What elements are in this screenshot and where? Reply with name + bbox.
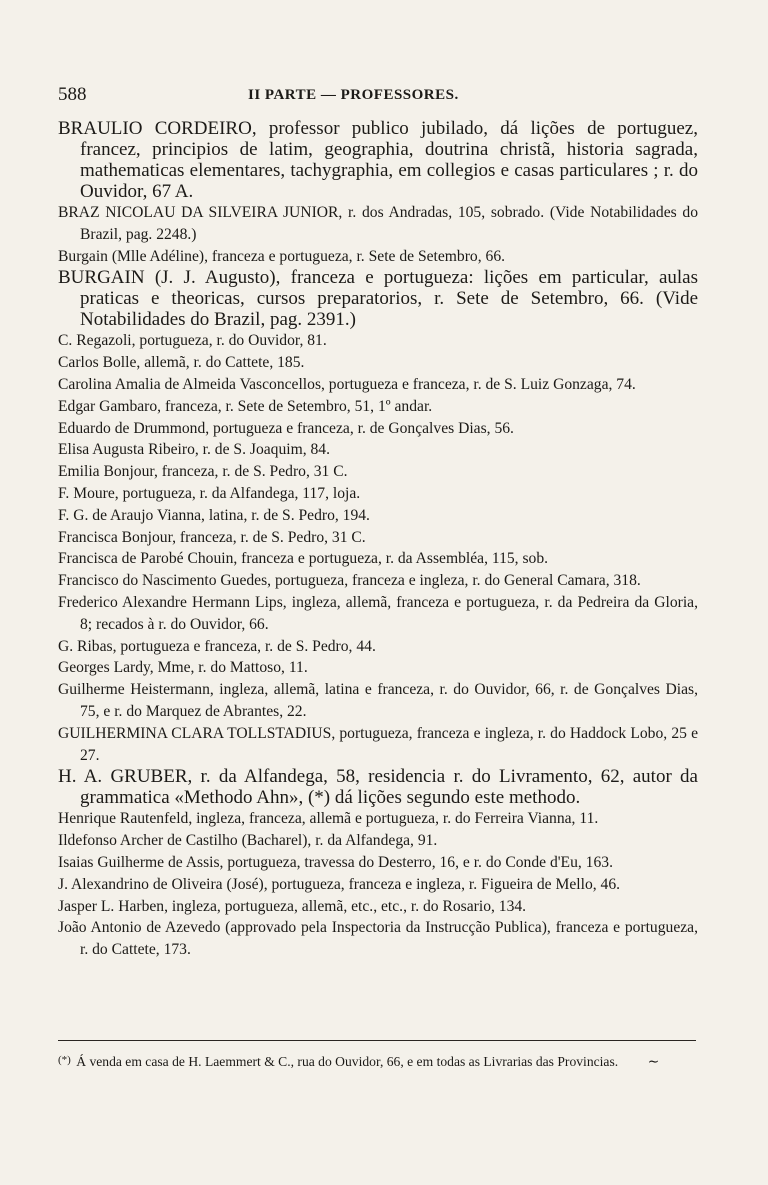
list-item: GUILHERMINA CLARA TOLLSTADIUS, portugueza, franceza e ingleza, r. do Haddock Lobo, 25 e 27.	[58, 724, 698, 764]
page-header	[58, 84, 698, 108]
list-item: Edgar Gambaro, franceza, r. Sete de Setembro, 51, 1º andar.	[58, 397, 433, 415]
list-item: H. A. GRUBER, r. da Alfandega, 58, residencia r. do Livramento, 62, autor da grammatica «Methodo Ahn», (*) dá lições segundo este methodo.	[58, 766, 698, 809]
list-item: Frederico Alexandre Hermann Lips, ingleza, allemã, franceza e portugueza, r. da Pedreira da Gloria, 8; recados à r. do Ouvidor, 66.	[58, 593, 698, 633]
list-item: Burgain (Mlle Adéline), franceza e portugueza, r. Sete de Setembro, 66.	[58, 247, 506, 265]
list-item: Carlos Bolle, allemã, r. do Cattete, 185.	[58, 354, 305, 372]
page-number: 588	[58, 84, 87, 105]
list-item: Carolina Amalia de Almeida Vasconcellos, portugueza e franceza, r. de S. Luiz Gonzaga, 74.	[58, 375, 636, 393]
footnote	[58, 1050, 698, 1073]
flourish-icon: ∼	[647, 1055, 660, 1070]
footnote-text: Á venda em casa de H. Laemmert & C., rua do Ouvidor, 66, e em todas as Livrarias das Provincias.	[76, 1054, 619, 1069]
running-title: II PARTE — PROFESSORES.	[248, 87, 459, 103]
list-item: Emilia Bonjour, franceza, r. de S. Pedro, 31 C.	[58, 463, 348, 481]
list-item: BRAZ NICOLAU DA SILVEIRA JUNIOR, r. dos Andradas, 105, sobrado. (Vide Notabilidades do Brazil, pag. 2248.)	[58, 204, 698, 243]
list-item: BURGAIN (J. J. Augusto), franceza e portugueza: lições em particular, aulas praticas e theoricas, cursos preparatorios, r. Sete de Setembro, 66. (Vide Notabilidades do Brazil, pag. 2391.)	[58, 267, 698, 331]
list-item: Ildefonso Archer de Castilho (Bacharel), r. da Alfandega, 91.	[58, 832, 438, 850]
list-item: Georges Lardy, Mme, r. do Mattoso, 11.	[58, 659, 308, 677]
footnote-divider	[58, 1040, 696, 1041]
list-item: Francisco do Nascimento Guedes, portugueza, franceza e ingleza, r. do General Camara, 318.	[58, 572, 641, 590]
list-item: Henrique Rautenfeld, ingleza, franceza, allemã e portugueza, r. do Ferreira Vianna, 11.	[58, 810, 599, 828]
list-item: Francisca de Parobé Chouin, franceza e portugueza, r. da Assembléa, 115, sob.	[58, 550, 549, 568]
list-item: F. Moure, portugueza, r. da Alfandega, 117, loja.	[58, 484, 361, 502]
list-item: BRAULIO CORDEIRO, professor publico jubilado, dá lições de portuguez, francez, principios de latim, geographia, doutrina christã, historia sagrada, mathematicas elementares, tachygraphia, em collegios e casas particulares ; r. do Ouvidor, 67 A.	[58, 118, 698, 202]
list-item: Eduardo de Drummond, portugueza e franceza, r. de Gonçalves Dias, 56.	[58, 419, 514, 437]
list-item: C. Regazoli, portugueza, r. do Ouvidor, 81.	[58, 332, 327, 350]
list-item: João Antonio de Azevedo (approvado pela Inspectoria da Instrucção Publica), franceza e portugueza, r. do Cattete, 173.	[58, 919, 698, 959]
footnote-marker: (*)	[58, 1054, 71, 1066]
list-item: Jasper L. Harben, ingleza, portugueza, allemã, etc., etc., r. do Rosario, 134.	[58, 897, 527, 915]
list-item: F. G. de Araujo Vianna, latina, r. de S. Pedro, 194.	[58, 506, 370, 524]
list-item: Elisa Augusta Ribeiro, r. de S. Joaquim, 84.	[58, 441, 331, 459]
list-item: G. Ribas, portugueza e franceza, r. de S. Pedro, 44.	[58, 637, 376, 655]
list-item: Francisca Bonjour, franceza, r. de S. Pedro, 31 C.	[58, 528, 366, 546]
list-item: Isaias Guilherme de Assis, portugueza, travessa do Desterro, 16, e r. do Conde d'Eu, 163.	[58, 853, 613, 871]
list-item: J. Alexandrino de Oliveira (José), portugueza, franceza e ingleza, r. Figueira de Mello, 46.	[58, 875, 621, 893]
list-item: Guilherme Heistermann, ingleza, allemã, latina e franceza, r. do Ouvidor, 66, r. de Gonçalves Dias, 75, e r. do Marquez de Abrantes, 22.	[58, 681, 698, 720]
directory-entries	[58, 118, 698, 961]
